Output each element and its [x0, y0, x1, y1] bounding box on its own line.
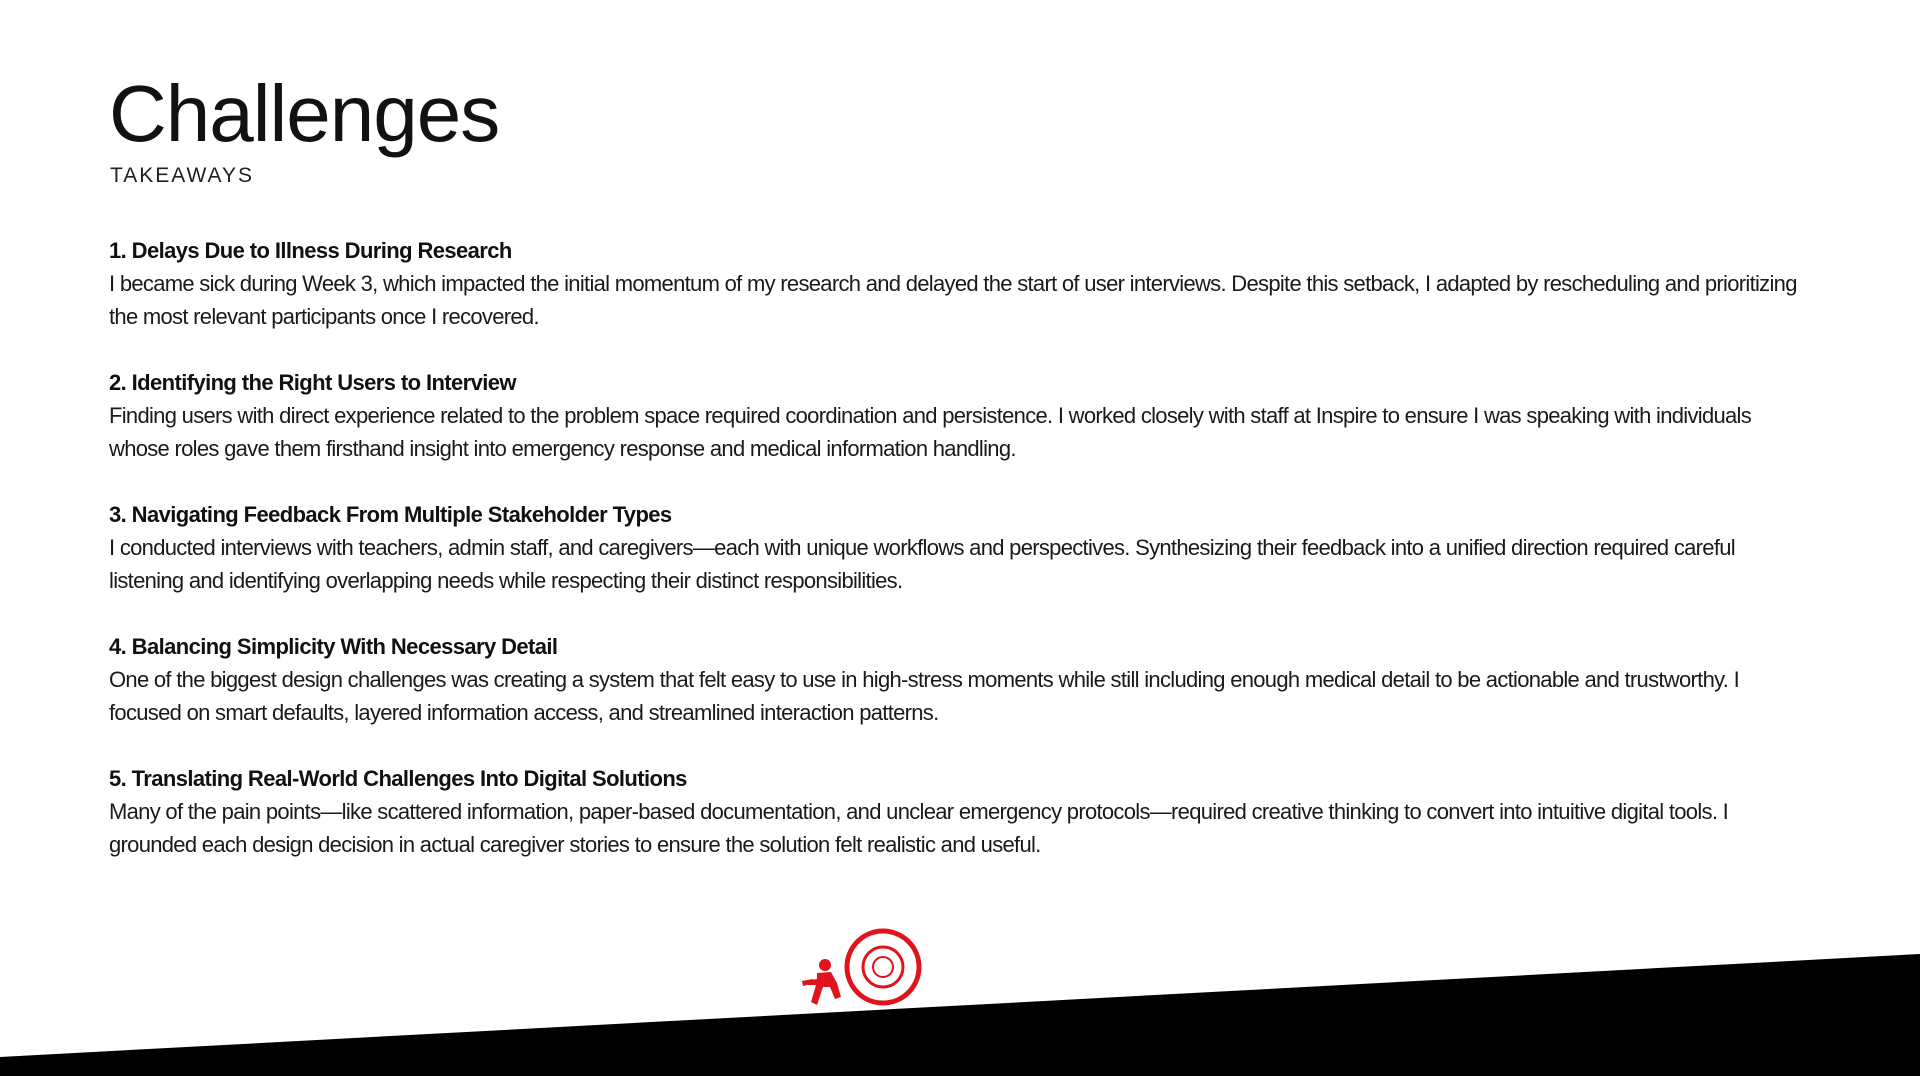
challenge-heading: 4. Balancing Simplicity With Necessary Detail — [109, 634, 558, 659]
challenge-heading: 2. Identifying the Right Users to Interview — [109, 370, 516, 395]
challenge-body: Finding users with direct experience related to the problem space required coordination and persistence. I worked closely with staff at Inspire to ensure I was speaking with individuals whose roles gave them firsthand insight into emergency response and medical information handling. — [109, 403, 1752, 461]
challenge-body: Many of the pain points—like scattered information, paper-based documentation, and unclear emergency protocols—required creative thinking to convert into intuitive digital tools. I grounded each design decision in actual caregiver stories to ensure the solution felt realistic and useful. — [109, 799, 1729, 857]
challenge-body: One of the biggest design challenges was creating a system that felt easy to use in high-stress moments while still including enough medical detail to be actionable and trustworthy. I focused on smart defaults, layered information access, and streamlined interaction patterns. — [109, 667, 1740, 725]
challenge-item — [109, 630, 1809, 729]
challenge-heading: 1. Delays Due to Illness During Research — [109, 238, 512, 263]
footer-band-shape — [0, 954, 1920, 1076]
challenges-list — [109, 234, 1809, 894]
page-subtitle: TAKEAWAYS — [110, 164, 255, 187]
challenge-heading: 5. Translating Real-World Challenges Into Digital Solutions — [109, 766, 687, 791]
target-icon — [847, 931, 919, 1003]
challenge-item — [109, 762, 1809, 861]
challenge-item — [109, 234, 1809, 333]
challenge-body: I conducted interviews with teachers, admin staff, and caregivers—each with unique workflows and perspectives. Synthesizing their feedback into a unified direction required careful listening and identifying overlapping needs while respecting their distinct responsibilities. — [109, 535, 1735, 593]
person-running-to-target-icon — [795, 925, 925, 1015]
challenge-heading: 3. Navigating Feedback From Multiple Stakeholder Types — [109, 502, 672, 527]
challenge-item — [109, 366, 1809, 465]
challenge-item — [109, 498, 1809, 597]
challenge-body: I became sick during Week 3, which impacted the initial momentum of my research and delayed the start of user interviews. Despite this setback, I adapted by rescheduling and prioritizing the most relevant participants once I recovered. — [109, 271, 1797, 329]
page-title: Challenges — [109, 69, 500, 158]
runner-icon — [802, 959, 841, 1005]
